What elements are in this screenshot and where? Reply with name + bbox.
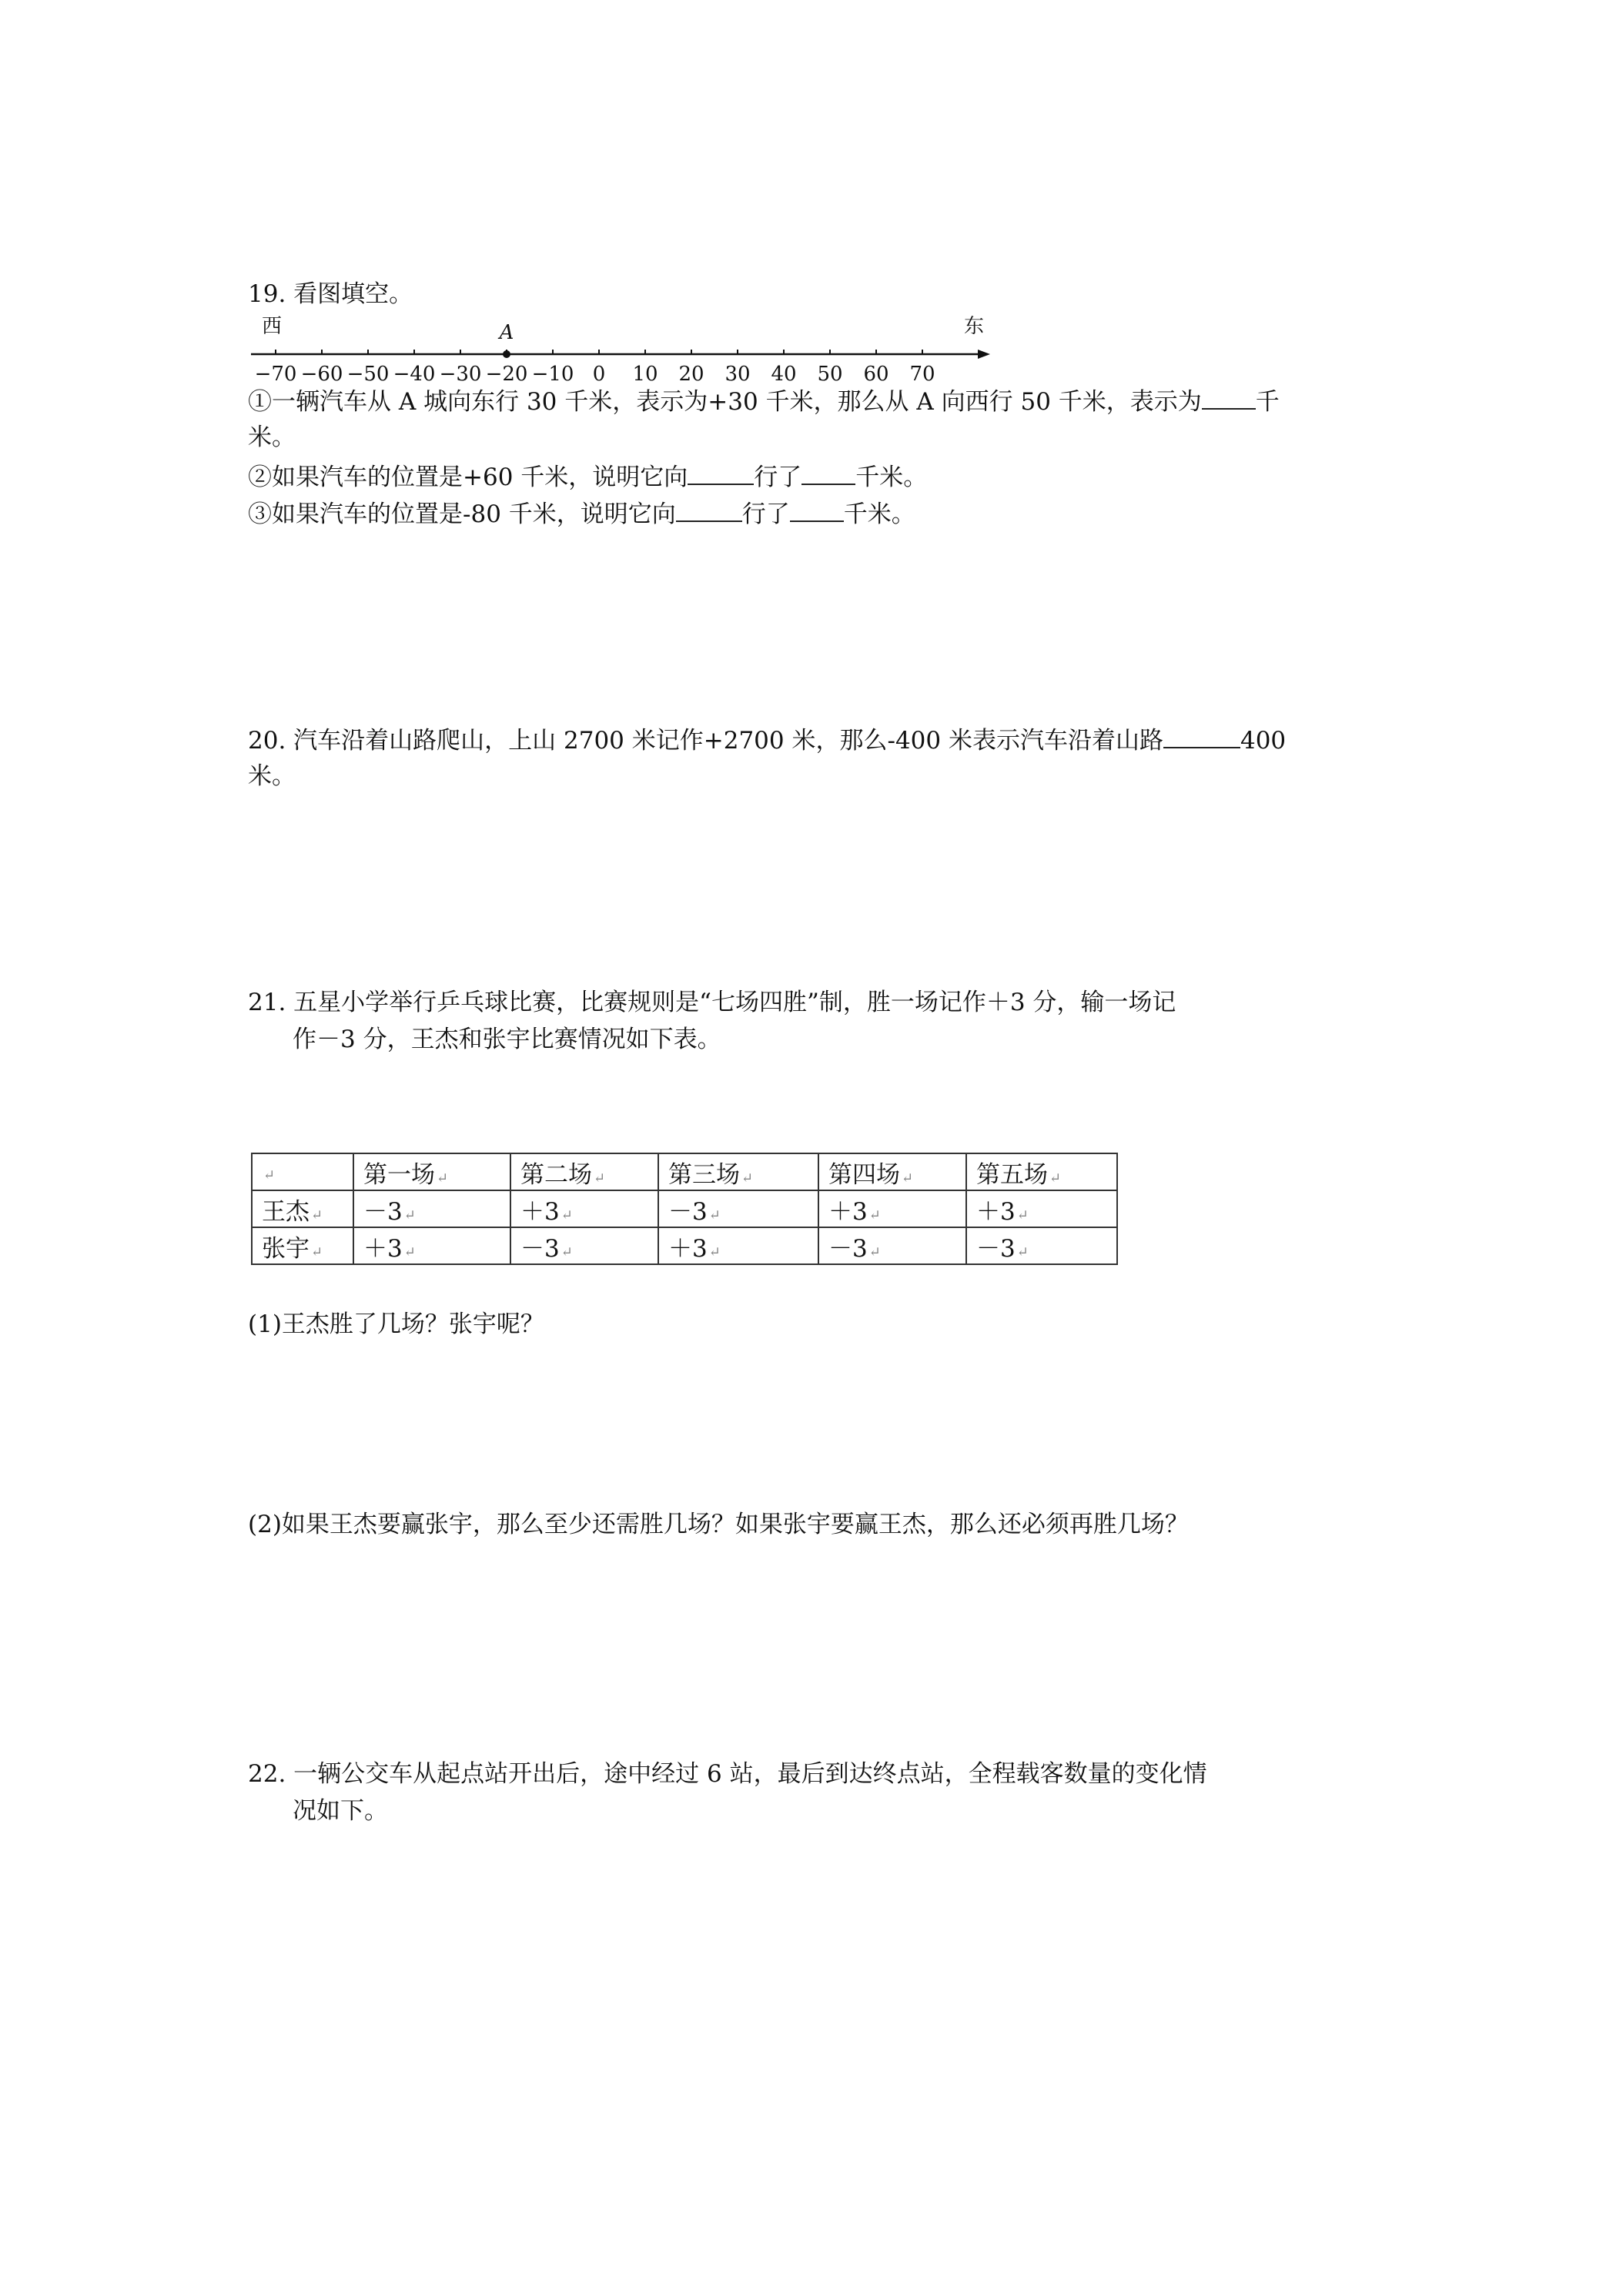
number-line-tick-label: 50: [817, 363, 843, 386]
number-line-tick-label: 30: [724, 363, 751, 386]
table-cell: －3 ↵: [966, 1227, 1117, 1264]
number-line-tick-label: −20: [485, 363, 528, 386]
q19-item1-unit: 千: [1255, 388, 1280, 416]
answer-blank[interactable]: [1163, 724, 1240, 748]
q19-item2-mid: 行了: [754, 464, 802, 491]
q19-item3: [248, 497, 1386, 530]
number-line-tick-label: −10: [531, 363, 574, 386]
q19-item1-text: ①一辆汽车从 A 城向东行 30 千米，表示为+30 千米，那么从 A 向西行 50 千米，表示为: [248, 388, 1202, 416]
table-header-cell: 第二场 ↵: [510, 1153, 658, 1190]
number-line-east-label: 东: [964, 315, 985, 338]
table-cell: －3 ↵: [658, 1190, 818, 1227]
number-line-tick-label: −30: [439, 363, 482, 386]
q20-value: 400: [1240, 727, 1287, 755]
answer-blank[interactable]: [688, 460, 754, 485]
q20-line2: 米。: [248, 762, 296, 790]
table-row: [252, 1190, 1117, 1227]
number-line-tick-label: 10: [632, 363, 658, 386]
table-row: [252, 1227, 1117, 1264]
q19-item3-mid: 行了: [741, 500, 790, 528]
table-cell: －3 ↵: [818, 1227, 966, 1264]
q20-line1: [248, 724, 1386, 756]
table-cell: ＋3 ↵: [510, 1190, 658, 1227]
answer-blank[interactable]: [801, 460, 855, 485]
table-cell: －3 ↵: [510, 1227, 658, 1264]
q22-line2: 况如下。: [293, 1797, 388, 1825]
q20-text: 20. 汽车沿着山路爬山，上山 2700 米记作+2700 米，那么-400 米表示汽车沿着山路: [248, 727, 1163, 755]
q19-item3-text: ③如果汽车的位置是-80 千米，说明它向: [248, 500, 676, 528]
answer-blank[interactable]: [790, 497, 844, 522]
q19-item1-continued: 米。: [248, 423, 296, 451]
q21-sub1: (1)王杰胜了几场？张宇呢？: [248, 1310, 544, 1338]
table-header-cell: 第一场 ↵: [353, 1153, 510, 1190]
table-header-cell: 第三场 ↵: [658, 1153, 818, 1190]
q22-line1: 22. 一辆公交车从起点站开出后，途中经过 6 站，最后到达终点站，全程载客数量的变化情: [248, 1760, 1207, 1788]
q19-item3-end: 千米。: [843, 500, 915, 528]
q19-item2-text: ②如果汽车的位置是+60 千米，说明它向: [248, 464, 688, 491]
number-line: [245, 310, 992, 387]
table-header-cell: ↵: [252, 1153, 353, 1190]
number-line-tick-label: 60: [863, 363, 889, 386]
q19-title: 19. 看图填空。: [248, 280, 413, 308]
q19-item2: [248, 460, 1386, 493]
table-cell: ＋3 ↵: [353, 1227, 510, 1264]
number-line-tick-label: 40: [771, 363, 797, 386]
answer-blank[interactable]: [1202, 385, 1256, 410]
table-cell: －3 ↵: [353, 1190, 510, 1227]
q21-sub2: (2)如果王杰要赢张宇，那么至少还需胜几场？如果张宇要赢王杰，那么还必须再胜几场？: [248, 1511, 1189, 1538]
score-table: [251, 1153, 1118, 1265]
number-line-arrow-icon: [978, 350, 990, 359]
number-line-tick-label: −70: [254, 363, 297, 386]
table-cell: 王杰 ↵: [252, 1190, 353, 1227]
number-line-tick-label: 70: [909, 363, 935, 386]
table-cell: 张宇 ↵: [252, 1227, 353, 1264]
table-header-cell: 第四场 ↵: [818, 1153, 966, 1190]
number-line-tick-label: −50: [346, 363, 390, 386]
number-line-tick-label: −60: [300, 363, 343, 386]
q19-item2-end: 千米。: [855, 464, 928, 491]
number-line-tick-label: 20: [678, 363, 704, 386]
table-cell: ＋3 ↵: [818, 1190, 966, 1227]
number-line-point-label: A: [499, 321, 514, 344]
number-line-tick-label: −40: [393, 363, 436, 386]
table-cell: ＋3 ↵: [658, 1227, 818, 1264]
number-line-tick-label: 0: [592, 363, 606, 386]
number-line-west-label: 西: [262, 315, 283, 338]
table-header-cell: 第五场 ↵: [966, 1153, 1117, 1190]
q19-item1: [248, 385, 1386, 417]
table-cell: ＋3 ↵: [966, 1190, 1117, 1227]
answer-blank[interactable]: [676, 497, 742, 522]
table-header-row: [252, 1153, 1117, 1190]
q21-line2: 作－3 分，王杰和张宇比赛情况如下表。: [293, 1026, 721, 1053]
q21-line1: 21. 五星小学举行乒乓球比赛，比赛规则是“七场四胜”制，胜一场记作＋3 分，输一场记: [248, 989, 1176, 1016]
number-line-point-a: [503, 350, 510, 358]
